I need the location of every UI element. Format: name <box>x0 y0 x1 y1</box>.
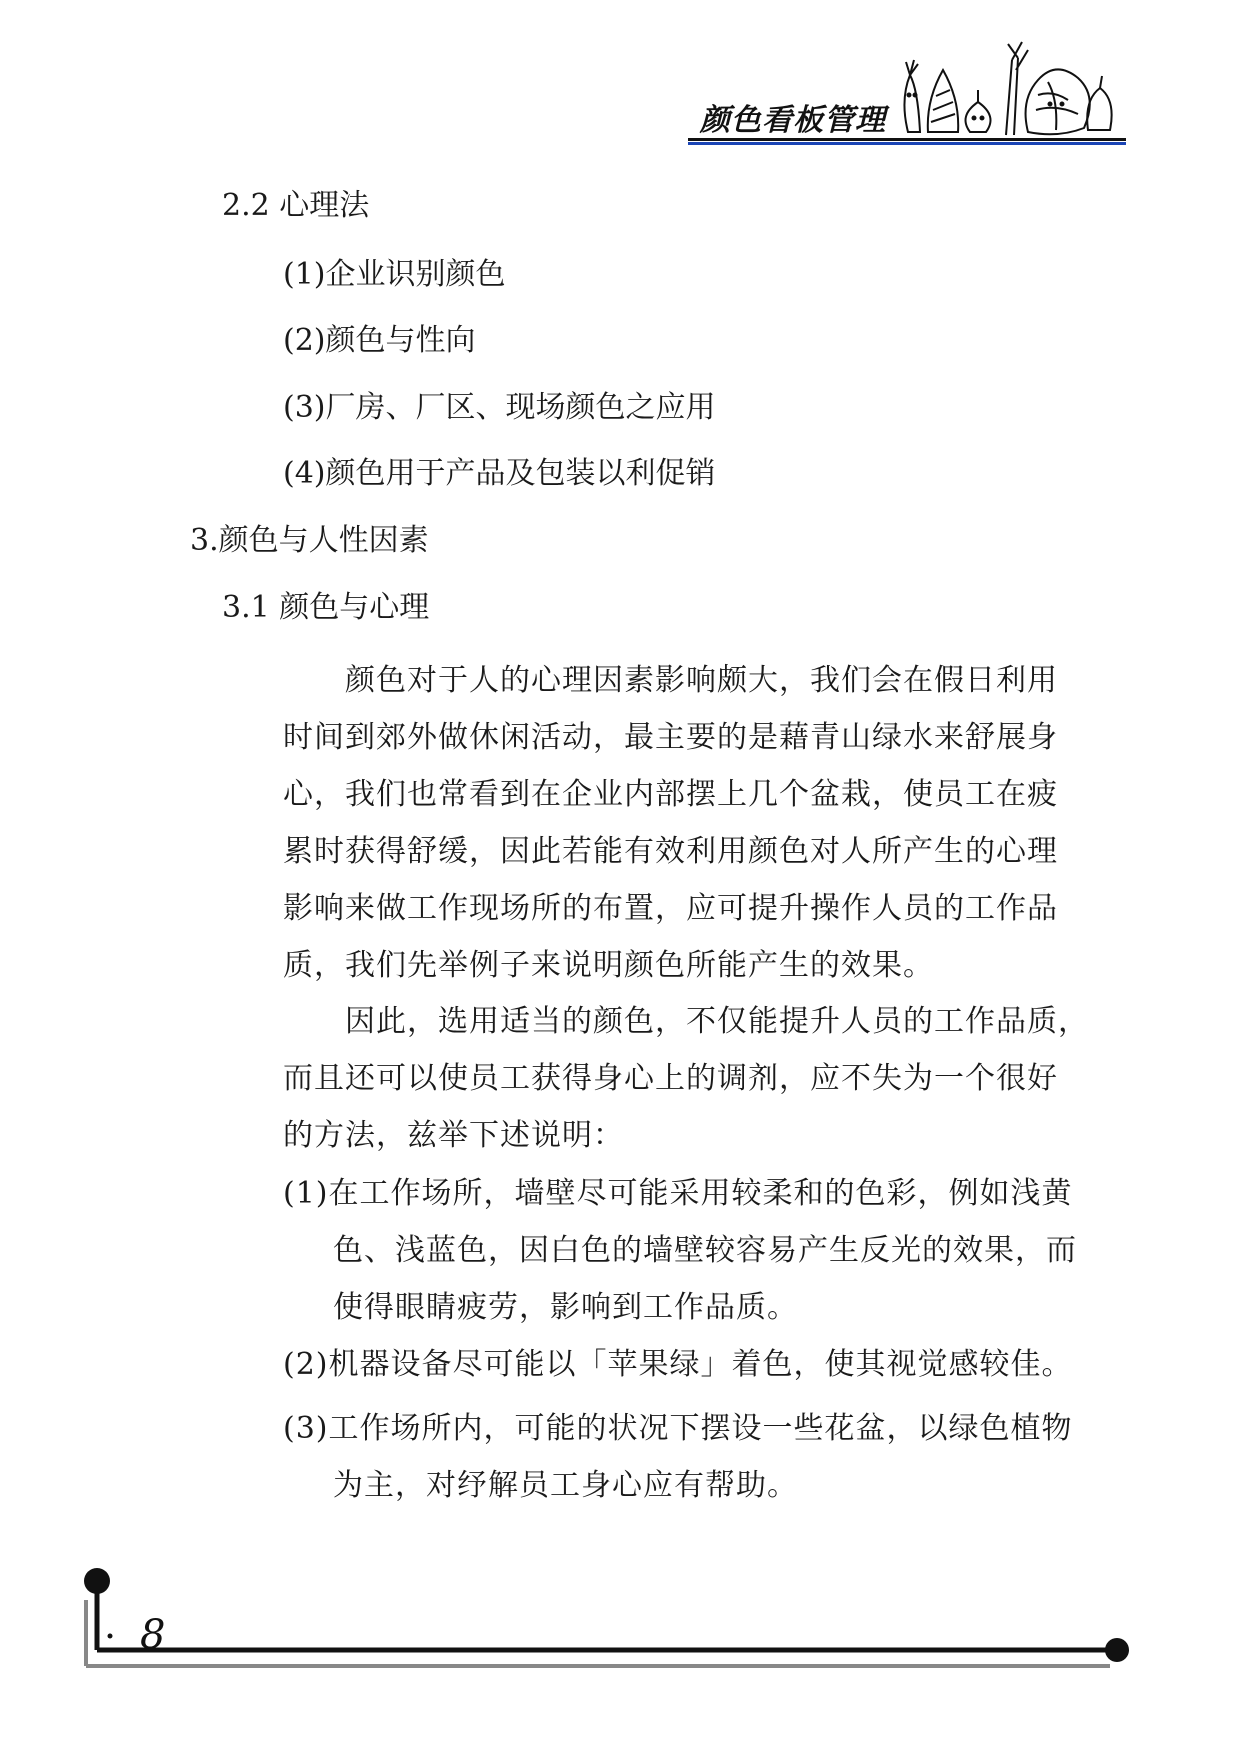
list-item: (4)颜色用于产品及包装以利促销 <box>283 456 716 491</box>
list-item: (1)企业识别颜色 <box>283 257 506 292</box>
page-number: 8 <box>140 1612 166 1658</box>
list-item: (2)颜色与性向 <box>283 323 476 358</box>
paragraph-line: 而且还可以使员工获得身心上的调剂，应不失为一个很好 <box>283 1061 1058 1096</box>
heading-3-1: 3.1 颜色与心理 <box>222 590 430 625</box>
list-line: 为主，对纾解员工身心应有帮助。 <box>333 1468 798 1503</box>
list-line: 使得眼睛疲劳，影响到工作品质。 <box>333 1290 798 1325</box>
paragraph-line: 时间到郊外做休闲活动，最主要的是藉青山绿水来舒展身 <box>283 720 1058 755</box>
list-text: 工作场所内，可能的状况下摆设一些花盆，以绿色植物 <box>328 1411 1073 1446</box>
list-marker: (1) <box>283 1176 329 1211</box>
paragraph-line: 的方法，兹举下述说明： <box>283 1118 624 1153</box>
heading-2-2: 2.2 心理法 <box>222 188 370 223</box>
list-text: 机器设备尽可能以「苹果绿」着色，使其视觉感较佳。 <box>328 1347 1073 1382</box>
paragraph-line: 颜色对于人的心理因素影响颇大，我们会在假日利用 <box>283 663 1058 698</box>
list-item: (3)厂房、厂区、现场颜色之应用 <box>283 390 716 425</box>
heading-3: 3.颜色与人性因素 <box>190 523 429 558</box>
header-title: 颜色看板管理 <box>700 103 886 138</box>
paragraph-line: 因此，选用适当的颜色，不仅能提升人员的工作品质， <box>283 1004 1089 1039</box>
paragraph-line: 质，我们先举例子来说明颜色所能产生的效果。 <box>283 948 934 983</box>
paragraph-line: 心，我们也常看到在企业内部摆上几个盆栽，使员工在疲 <box>283 777 1058 812</box>
list-marker: (3) <box>283 1411 329 1446</box>
list-line: 色、浅蓝色，因白色的墙壁较容易产生反光的效果，而 <box>333 1233 1077 1268</box>
paragraph-line: 累时获得舒缓，因此若能有效利用颜色对人所产生的心理 <box>283 834 1058 869</box>
list-text: 在工作场所，墙壁尽可能采用较柔和的色彩，例如浅黄 <box>328 1176 1073 1211</box>
list-marker: (2) <box>283 1347 329 1382</box>
paragraph-line: 影响来做工作现场所的布置，应可提升操作人员的工作品 <box>283 891 1058 926</box>
